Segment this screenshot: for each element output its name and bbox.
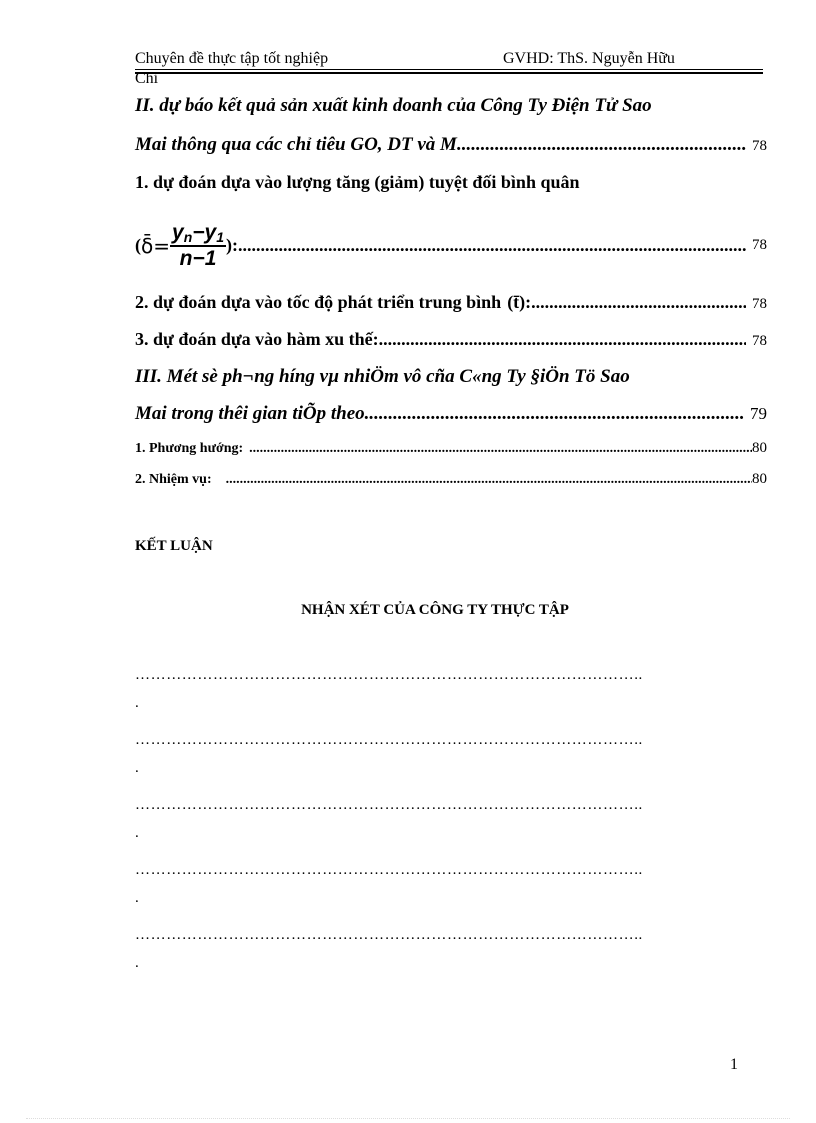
formula-open: ( (135, 235, 141, 255)
toc-item3-page: 78 (752, 333, 767, 349)
header-right: GVHD: ThS. Nguyễn Hữu (503, 50, 675, 67)
toc-section3-line1: III. Mét sè ph¬ng híng vµ nhiÖm vô cña C«ng Ty §iÖn Tö Sao (135, 366, 630, 387)
formula-delta-symbol: δ̄= (141, 233, 170, 258)
comment-line-end: . (135, 695, 139, 711)
formula-numerator: $y_n-y_1$ (172, 221, 224, 245)
toc-section3-page: 79 (750, 404, 767, 423)
toc-sub2-page: 80 (752, 471, 767, 487)
header-continuation: Chi (135, 70, 159, 87)
comment-heading: NHẬN XÉT CỦA CÔNG TY THỰC TẬP (301, 602, 569, 618)
toc-sub2 (135, 471, 767, 488)
toc-sub1 (135, 440, 767, 457)
toc-sub1-label: 1. Phương hướng: (135, 441, 244, 456)
header-rule-thin (135, 69, 763, 70)
page-bottom-divider (26, 1118, 790, 1119)
toc-dot-leader (243, 441, 752, 457)
toc-dot-leader (212, 472, 752, 488)
conclusion-heading: KẾT LUẬN (135, 538, 213, 554)
toc-sub1-page: 80 (752, 440, 767, 456)
comment-line-end: . (135, 825, 139, 841)
toc-item2 (135, 292, 767, 313)
formula-denominator: n−1 (179, 247, 217, 270)
toc-dot-leader (238, 235, 746, 256)
toc-section2-label: Mai thông qua các chỉ tiêu GO, DT và M. (135, 134, 462, 155)
comment-line: …………………………………………………………………………………….. (135, 732, 643, 748)
toc-dot-leader (369, 403, 744, 425)
comment-line: …………………………………………………………………………………….. (135, 862, 643, 878)
toc-item3 (135, 329, 767, 350)
toc-section3-line2 (135, 403, 767, 425)
toc-item1-page: 78 (752, 237, 767, 253)
comment-line: …………………………………………………………………………………….. (135, 927, 643, 943)
formula-close: ): (226, 235, 238, 255)
toc-item2-label: 2. dự đoán dựa vào tốc độ phát triển trung bình (135, 292, 502, 312)
toc-section3-label: Mai trong thêi gian tiÕp theo. (135, 403, 370, 424)
toc-item1-formula-line (135, 222, 767, 269)
comment-line-end: . (135, 760, 139, 776)
toc-sub2-label: 2. Nhiệm vụ: (135, 472, 212, 487)
toc-item1-line1: 1. dự đoán dựa vào lượng tăng (giảm) tuyệt đối bình quân (135, 172, 580, 192)
toc-section2-line1: II. dự báo kết quả sản xuất kinh doanh của Công Ty Điện Tử Sao (135, 95, 652, 116)
comment-line-end: . (135, 890, 139, 906)
comment-line: …………………………………………………………………………………….. (135, 667, 643, 683)
header-rule-thick (135, 72, 763, 74)
header-left: Chuyên đề thực tập tốt nghiệp (135, 50, 329, 67)
page-number: 1 (730, 1056, 738, 1073)
toc-item3-label: 3. dự đoán dựa vào hàm xu thế: (135, 329, 379, 349)
toc-dot-leader (462, 134, 746, 156)
comment-line-end: . (135, 955, 139, 971)
toc-dot-leader (531, 292, 746, 313)
toc-section2-line2 (135, 134, 767, 156)
toc-section2-page: 78 (752, 138, 767, 154)
toc-item2-symbol: (t̄): (507, 292, 532, 312)
formula-fraction (170, 222, 226, 269)
toc-item2-page: 78 (752, 296, 767, 312)
toc-dot-leader (379, 329, 746, 350)
comment-line: …………………………………………………………………………………….. (135, 797, 643, 813)
